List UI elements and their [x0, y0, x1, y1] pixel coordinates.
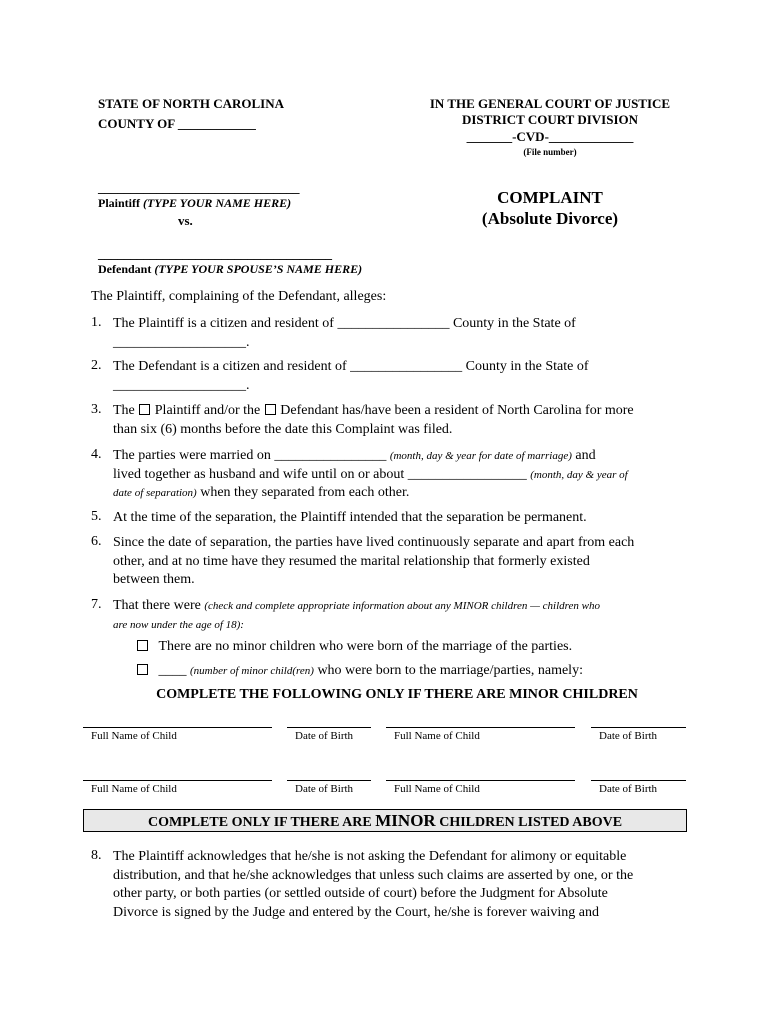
child-dob-field[interactable]	[591, 780, 686, 781]
defendant-hint: (TYPE YOUR SPOUSE’S NAME HERE)	[154, 262, 363, 276]
state-label: STATE OF NORTH CAROLINA	[98, 96, 285, 111]
court-name: IN THE GENERAL COURT OF JUSTICE	[429, 96, 671, 111]
allegation-6	[113, 534, 693, 590]
child-name-field[interactable]	[83, 727, 272, 728]
document-subtitle: (Absolute Divorce)	[481, 209, 619, 228]
court-division: DISTRICT COURT DIVISION	[461, 112, 639, 127]
allegation-3-line-b: than six (6) months before the date this Complaint was filed.	[113, 421, 453, 437]
item-number: 4.	[91, 447, 102, 462]
minor-children-checkbox[interactable]	[137, 664, 148, 675]
child-dob-field[interactable]	[287, 727, 371, 728]
plaintiff-hint: (TYPE YOUR NAME HERE)	[143, 196, 292, 210]
minor-children-count-hint: (number of minor child(ren)	[190, 665, 314, 677]
defendant-name-field[interactable]: ____________________________________	[98, 246, 332, 261]
allegation-7-hint-2: are now under the age of 18):	[113, 618, 244, 631]
separation-date-hint: (month, day & year of	[530, 468, 628, 481]
allegation-2-line-a: The Defendant is a citizen and resident of ________________ County in the State of	[113, 359, 589, 374]
item-number: 8.	[91, 848, 102, 863]
allegation-7-text: That there were	[113, 598, 201, 613]
allegation-3-the: The	[113, 403, 135, 418]
file-number-field[interactable]: _______-CVD-_____________	[466, 129, 634, 144]
allegation-2-line-b: ___________________.	[113, 377, 250, 393]
allegation-3	[113, 402, 693, 439]
allegation-3-defendant: Defendant has/have been a resident of North Carolina for more	[280, 403, 634, 418]
no-minor-children-checkbox[interactable]	[137, 640, 148, 651]
plaintiff-name-field[interactable]: _______________________________	[98, 180, 300, 195]
file-number-caption: (File number)	[523, 147, 577, 157]
plaintiff-label-row	[98, 196, 291, 211]
marriage-date-hint: (month, day & year for date of marriage)	[389, 450, 572, 462]
allegation-8-line-a: The Plaintiff acknowledges that he/she is not asking the Defendant for alimony or equitable	[113, 849, 627, 864]
defendant-label: Defendant	[98, 262, 152, 276]
minor-children-label: who were born to the marriage/parties, namely:	[317, 663, 583, 678]
separation-date-text: lived together as husband and wife until on or about _________________	[113, 466, 527, 482]
minor-children-banner	[83, 809, 687, 832]
defendant-label-row	[98, 262, 362, 277]
allegation-5: At the time of the separation, the Plaintiff intended that the separation be permanent.	[113, 510, 587, 525]
minor-children-option	[136, 662, 583, 681]
separation-date-hint-2: date of separation)	[113, 487, 197, 499]
item-number: 1.	[91, 315, 102, 330]
child-dob-label: Date of Birth	[295, 730, 354, 742]
child-dob-label: Date of Birth	[295, 783, 354, 795]
minor-children-count-field[interactable]: ____	[158, 663, 187, 678]
allegation-6-line-b: other, and at no time have they resumed the marital relationship that formerly existed	[113, 553, 590, 569]
allegation-4-line-c: when they separated from each other.	[200, 485, 410, 500]
banner-text-emphasis: MINOR	[375, 811, 436, 830]
intro-text: The Plaintiff, complaining of the Defendant, alleges:	[91, 289, 387, 304]
item-number: 3.	[91, 402, 102, 417]
item-number: 2.	[91, 358, 102, 373]
allegation-4[interactable]	[113, 447, 693, 503]
child-name-field[interactable]	[83, 780, 272, 781]
defendant-resident-checkbox[interactable]	[265, 404, 276, 415]
marriage-date-text: The parties were married on ________________	[113, 448, 387, 463]
allegation-1-line-b: ___________________.	[113, 334, 250, 350]
allegation-7	[113, 597, 693, 634]
child-dob-field[interactable]	[591, 727, 686, 728]
child-name-field[interactable]	[386, 780, 575, 781]
child-dob-label: Date of Birth	[599, 730, 658, 742]
banner-text-pre: COMPLETE ONLY IF THERE ARE	[147, 815, 372, 830]
allegation-2[interactable]	[113, 358, 693, 395]
item-number: 6.	[91, 534, 102, 549]
child-dob-label: Date of Birth	[599, 783, 658, 795]
allegation-4-and: and	[575, 448, 596, 463]
plaintiff-label: Plaintiff	[98, 196, 140, 210]
child-dob-field[interactable]	[287, 780, 371, 781]
allegation-6-line-c: between them.	[113, 572, 195, 587]
allegation-8-line-d: Divorce is signed by the Judge and entered by the Court, he/she is forever waiving and	[113, 904, 599, 920]
allegation-6-line-a: Since the date of separation, the parties have lived continuously separate and apart from each	[113, 535, 635, 550]
plaintiff-resident-checkbox[interactable]	[139, 404, 150, 415]
child-name-label: Full Name of Child	[91, 783, 177, 795]
allegation-8-line-c: other party, or both parties (or settled outside of court) before the Judgment for Absolute	[113, 886, 608, 901]
no-minor-children-option	[136, 638, 572, 657]
child-name-label: Full Name of Child	[91, 730, 177, 742]
item-number: 5.	[91, 509, 102, 524]
item-number: 7.	[91, 597, 102, 612]
allegation-8-line-b: distribution, and that he/she acknowledges that unless such claims are asserted by one, or the	[113, 867, 634, 883]
allegation-8	[113, 848, 693, 922]
child-name-label: Full Name of Child	[394, 730, 480, 742]
document-title: COMPLAINT	[497, 188, 603, 207]
minor-children-heading: COMPLETE THE FOLLOWING ONLY IF THERE ARE MINOR CHILDREN	[156, 687, 638, 702]
county-field[interactable]: COUNTY OF ____________	[98, 116, 256, 131]
banner-text-post: CHILDREN LISTED ABOVE	[439, 815, 623, 830]
allegation-1-line-a: The Plaintiff is a citizen and resident of ________________ County in the State of	[113, 316, 576, 331]
versus-label: vs.	[178, 213, 193, 228]
allegation-7-hint: (check and complete appropriate information about any MINOR children — children who	[204, 600, 600, 612]
allegation-1[interactable]	[113, 315, 693, 352]
no-minor-children-label: There are no minor children who were born of the marriage of the parties.	[158, 639, 573, 654]
child-name-label: Full Name of Child	[394, 783, 480, 795]
allegation-3-plaintiff: Plaintiff and/or the	[154, 403, 261, 418]
child-name-field[interactable]	[386, 727, 575, 728]
